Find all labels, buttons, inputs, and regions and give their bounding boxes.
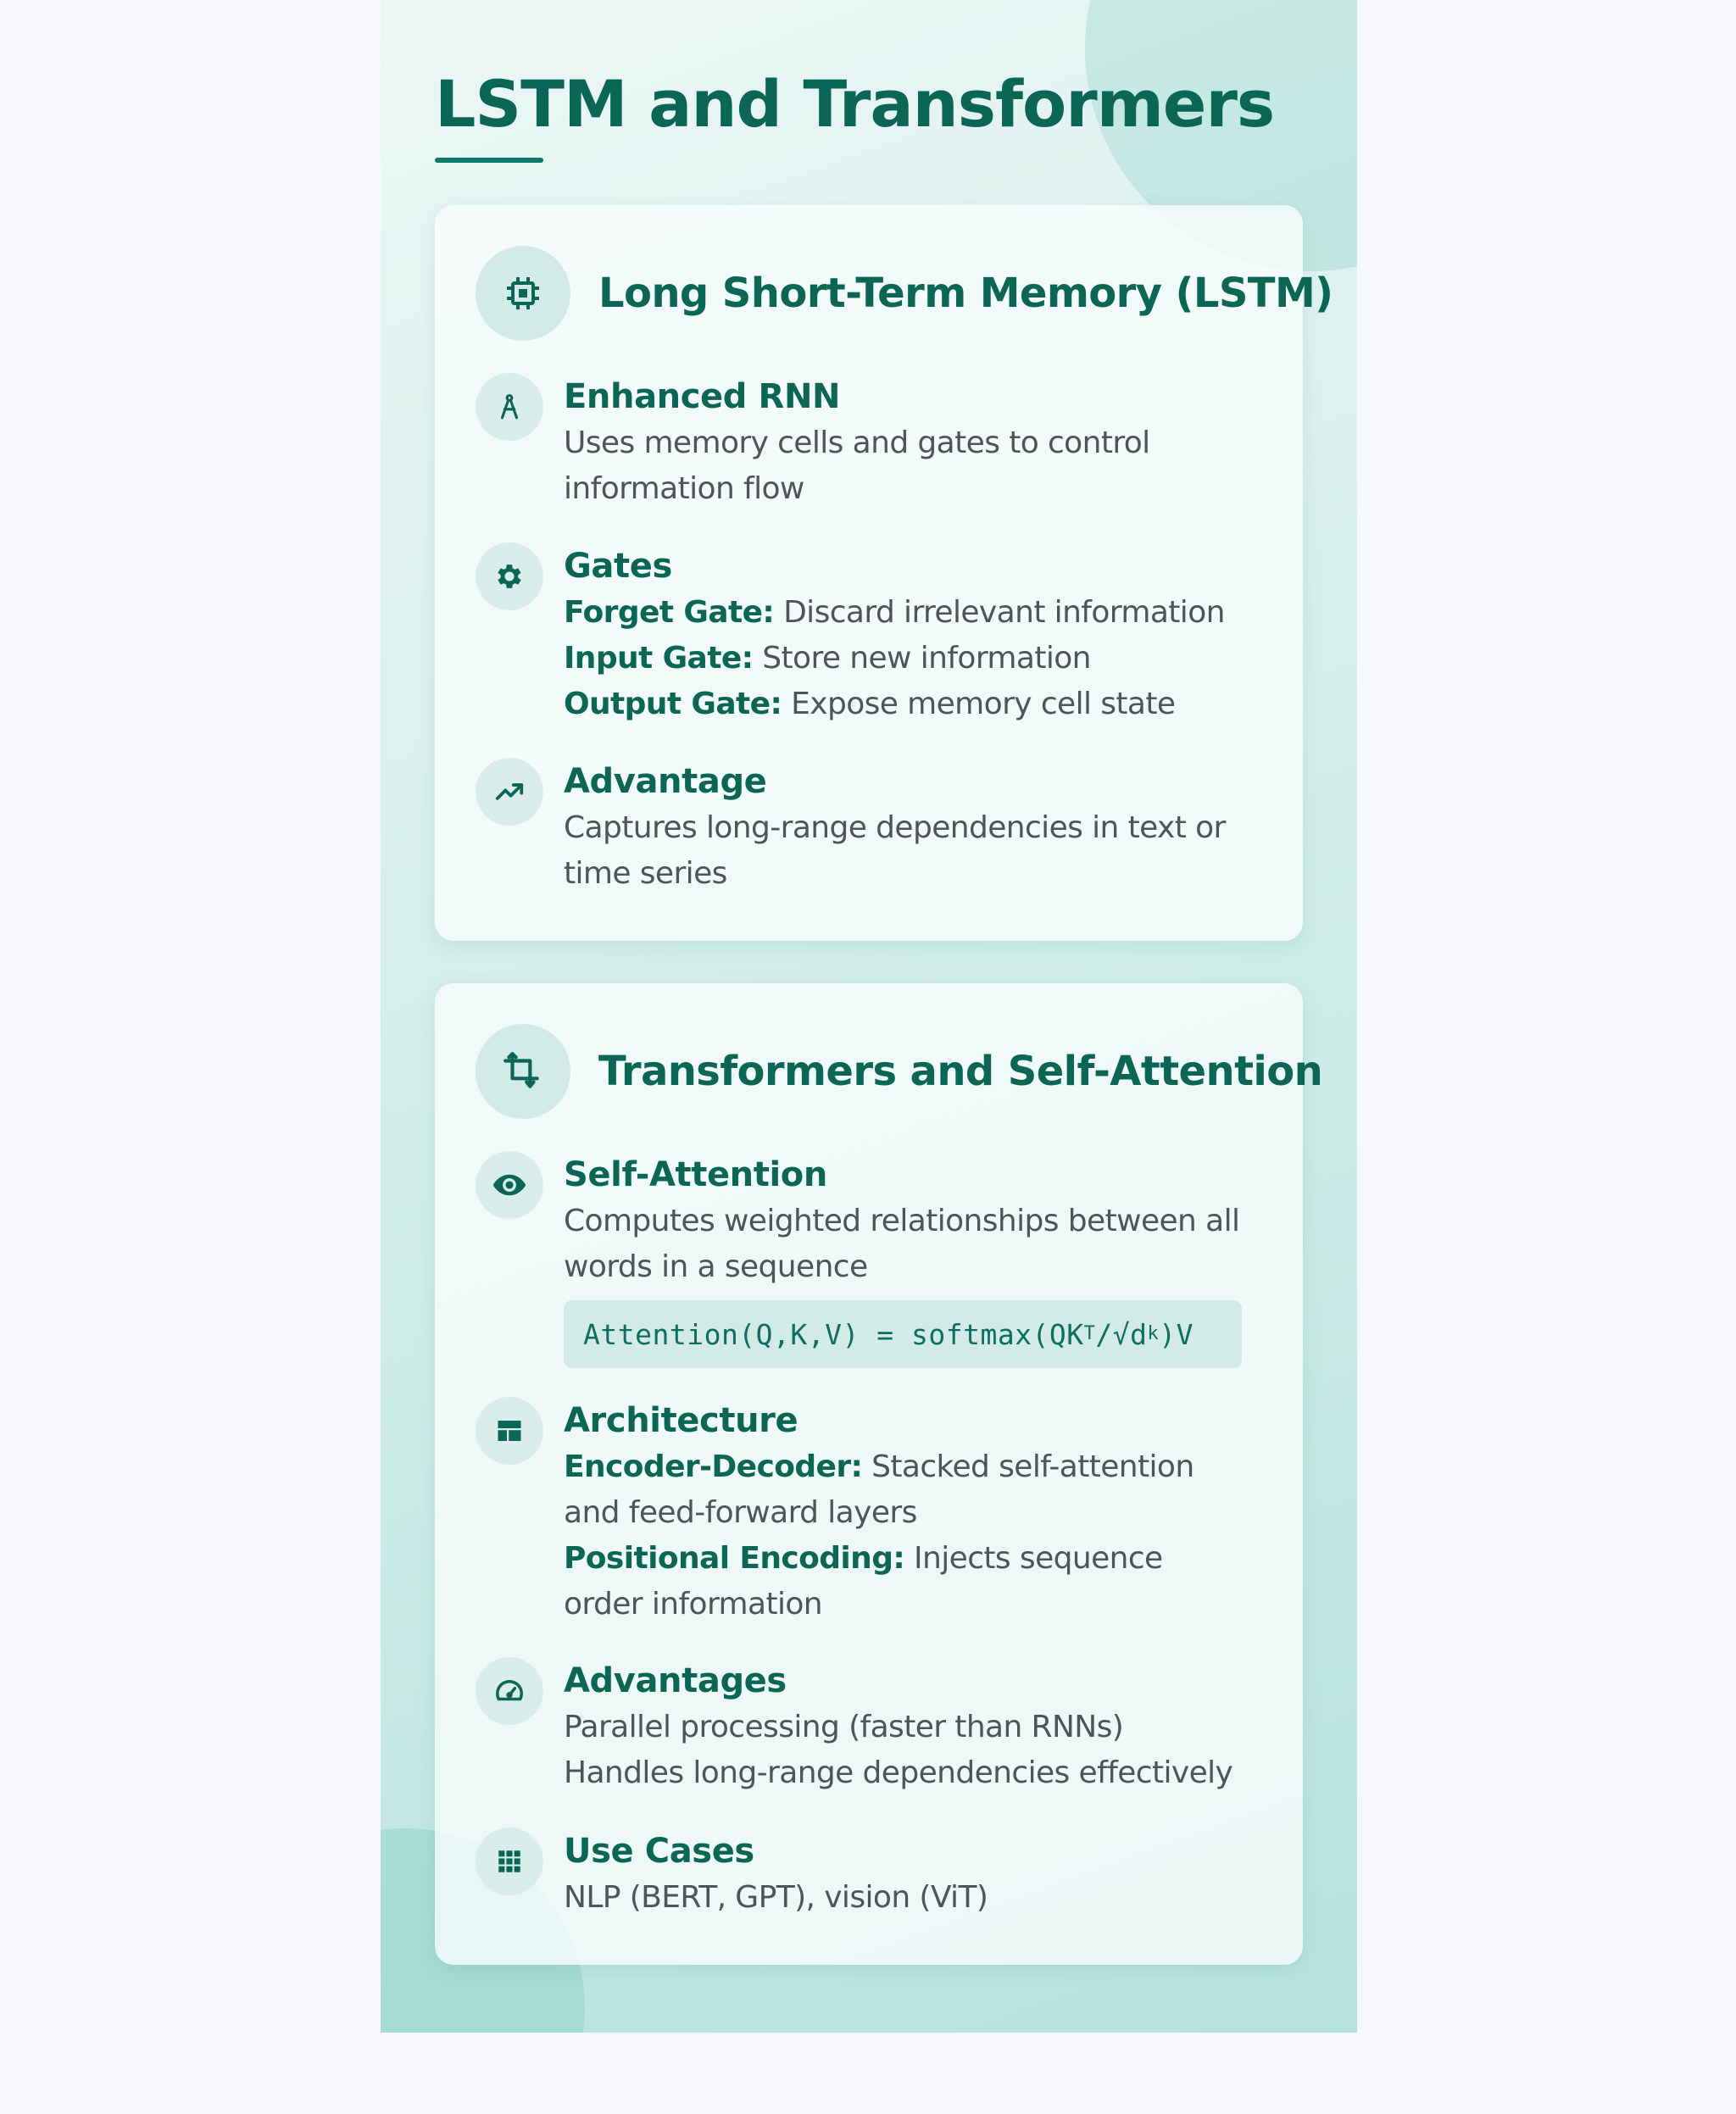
- architecture-body: [564, 1397, 1242, 1627]
- layout-icon: [476, 1397, 543, 1465]
- lstm-card: [435, 205, 1333, 941]
- advantages-body: [564, 1657, 1242, 1796]
- item-description: NLP (BERT, GPT), vision (ViT): [564, 1880, 988, 1915]
- grid-icon: [476, 1827, 543, 1895]
- gates-body: [564, 542, 1242, 727]
- lstm-item-body: [564, 373, 1242, 512]
- gate-label: Input Gate:: [564, 641, 754, 676]
- transformers-card-title: Transformers and Self-Attention: [598, 1048, 1323, 1095]
- formula-mid: /√d: [1095, 1317, 1148, 1351]
- gate-text: Expose memory cell state: [791, 687, 1176, 721]
- item-title: Gates: [564, 547, 672, 586]
- infographic-panel: [381, 0, 1357, 2033]
- use-cases-body: [564, 1827, 1242, 1921]
- speedometer-icon: [476, 1657, 543, 1725]
- compass-icon: [476, 373, 543, 441]
- item-title: Advantage: [564, 762, 767, 801]
- point-label: Positional Encoding:: [564, 1541, 905, 1576]
- self-attention-body: [564, 1151, 1242, 1368]
- gate-line-forget: [564, 590, 1242, 636]
- gate-line-output: [564, 681, 1242, 727]
- item-title: Self-Attention: [564, 1155, 827, 1194]
- title-underline: [435, 158, 543, 163]
- lstm-card-header: [476, 246, 1333, 341]
- gate-line-input: [564, 636, 1242, 681]
- item-title: Architecture: [564, 1401, 798, 1440]
- lstm-card-title: Long Short-Term Memory (LSTM): [598, 270, 1333, 317]
- lstm-item-body: [564, 758, 1242, 897]
- gate-text: Discard irrelevant information: [783, 595, 1225, 630]
- item-title: Advantages: [564, 1661, 787, 1700]
- gate-label: Forget Gate:: [564, 595, 775, 630]
- item-description: Captures long-range dependencies in text or time series: [564, 810, 1226, 891]
- gate-label: Output Gate:: [564, 687, 782, 721]
- advantage-line: Handles long-range dependencies effectively: [564, 1755, 1233, 1790]
- architecture-point: [564, 1536, 1242, 1627]
- formula-suffix: )V: [1159, 1317, 1194, 1351]
- transformers-card-header: [476, 1024, 1322, 1119]
- item-title: Use Cases: [564, 1832, 754, 1871]
- point-text: Stacked self-attention and feed-forward layers: [564, 1449, 1194, 1530]
- architecture-point: [564, 1444, 1242, 1536]
- chip-icon: [476, 246, 570, 341]
- eye-icon: [476, 1151, 543, 1219]
- transformers-card: [435, 983, 1323, 1965]
- attention-formula: Attention(Q,K,V) = softmax(QK T /√d k )V: [564, 1300, 1242, 1368]
- gear-icon: [476, 542, 543, 610]
- item-description: Uses memory cells and gates to control information flow: [564, 426, 1150, 506]
- transform-icon: [476, 1024, 570, 1119]
- trending-up-icon: [476, 758, 543, 826]
- advantage-line: Parallel processing (faster than RNNs): [564, 1710, 1124, 1744]
- point-text: Injects sequence order information: [564, 1541, 1163, 1622]
- formula-prefix: Attention(Q,K,V) = softmax(QK: [583, 1317, 1084, 1351]
- point-label: Encoder-Decoder:: [564, 1449, 863, 1484]
- item-description: Computes weighted relationships between all words in a sequence: [564, 1204, 1240, 1284]
- item-title: Enhanced RNN: [564, 377, 841, 416]
- page-title: LSTM and Transformers: [435, 66, 1275, 142]
- gate-text: Store new information: [762, 641, 1091, 676]
